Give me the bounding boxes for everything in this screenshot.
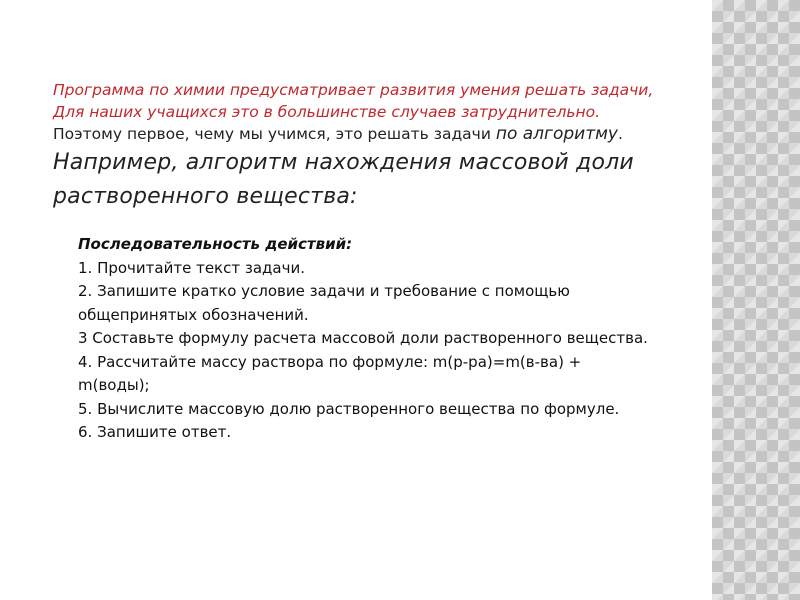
step-line: 1. Прочитайте текст задачи. bbox=[78, 258, 305, 277]
decorative-side-panel bbox=[712, 0, 800, 600]
step-line: m(воды); bbox=[78, 376, 150, 394]
intro-red-line-2: Для наших учащихся это в большинстве случаев затруднительно. bbox=[53, 103, 601, 121]
step-line: 6. Запишите ответ. bbox=[78, 423, 232, 441]
steps-title: Последовательность действий: bbox=[78, 235, 353, 253]
step-line: 4. Рассчитайте массу раствора по формуле: m(р-ра)=m(в-ва) + bbox=[78, 352, 582, 371]
step-line: 5. Вычислите массовую долю растворенного вещества по формуле. bbox=[78, 399, 620, 418]
steps-block bbox=[78, 233, 708, 445]
intro-block bbox=[53, 79, 703, 213]
example-heading-line-2: растворенного вещества: bbox=[53, 184, 358, 209]
intro-algorithm-period: . bbox=[618, 125, 623, 143]
intro-algorithm-emphasis: по алгоритму bbox=[495, 124, 618, 144]
step-line: общепринятых обозначений. bbox=[78, 305, 309, 324]
example-heading-line-1: Например, алгоритм нахождения массовой доли bbox=[53, 150, 634, 175]
intro-algorithm-line bbox=[53, 123, 703, 145]
intro-red-line-1: Программа по химии предусматривает развития умения решать задачи, bbox=[53, 81, 654, 99]
step-line: 3 Составьте формулу расчета массовой доли растворенного вещества. bbox=[78, 329, 648, 347]
intro-algorithm-text: Поэтому первое, чему мы учимся, это решать задачи bbox=[53, 125, 496, 143]
step-line: 2. Запишите кратко условие задачи и требование с помощью bbox=[78, 282, 570, 300]
